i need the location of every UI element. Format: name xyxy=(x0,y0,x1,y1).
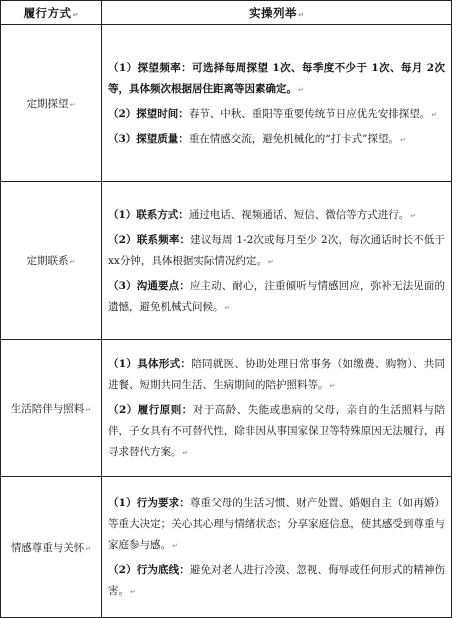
item-text: 春节、中秋、重阳等重要传统节日应优先安排探望。 xyxy=(188,107,431,120)
header-cell-detail xyxy=(102,1,452,25)
item-label: （1）行为要求： xyxy=(108,497,190,509)
item-text: 陪同就医、协助处理日常事务（如缴费、购物）、共同进餐、短期共同生活、生病期间的陪护照料等。 xyxy=(108,358,446,391)
detail-cell xyxy=(102,340,452,477)
item-label: （1）联系方式： xyxy=(108,208,189,221)
mode-label: 生活陪伴与照料 xyxy=(10,402,85,415)
item-text: 应主动、耐心，注重倾听与情感回应，弥补无法见面的遗憾，避免机械式问候。 xyxy=(108,279,445,313)
mode-cell xyxy=(1,182,102,340)
mode-label: 情感尊重与关怀 xyxy=(10,541,85,554)
detail-item xyxy=(108,58,445,101)
item-text: 对于高龄、失能或患病的父母，亲自的生活照料与陪伴，子女具有不可替代性，除非因从事国家保卫等特殊原因无法履行，再寻求替代方案。 xyxy=(108,404,446,458)
paragraph-mark-icon: ↵ xyxy=(298,10,304,19)
item-label: （3）探望质量： xyxy=(108,132,189,145)
paragraph-mark-icon: ↵ xyxy=(85,405,92,414)
paragraph-mark-icon: ↵ xyxy=(400,135,406,144)
mode-label: 定期探望 xyxy=(26,97,69,110)
detail-cell xyxy=(102,25,452,182)
paragraph-mark-icon: ↵ xyxy=(410,211,417,220)
header-cell-mode xyxy=(1,1,102,25)
table-row xyxy=(1,477,452,618)
paragraph-mark-icon: ↵ xyxy=(85,544,92,553)
item-label: （2）行为底线： xyxy=(108,564,190,576)
table-header-row xyxy=(1,1,452,25)
header-mode-label: 履行方式 xyxy=(23,5,72,20)
detail-cell xyxy=(102,477,452,618)
detail-item xyxy=(108,493,445,557)
table-row xyxy=(1,182,452,340)
item-label: （1）具体形式： xyxy=(108,358,192,370)
paragraph-mark-icon: ↵ xyxy=(130,588,136,596)
item-label: （2）履行原则： xyxy=(108,404,193,416)
paragraph-mark-icon: ↵ xyxy=(69,100,76,109)
paragraph-mark-icon: ↵ xyxy=(72,10,79,19)
item-text: 建议每周 1-2次或每月至少 2次，每次通话时长不低于 xx分钟，具体根据实际情况约定。 xyxy=(108,233,446,267)
paragraph-mark-icon: ↵ xyxy=(329,382,336,390)
mode-cell xyxy=(1,25,102,182)
paragraph-mark-icon: ↵ xyxy=(69,258,76,266)
detail-item xyxy=(108,354,445,397)
item-text: 避免对老人进行冷漠、忽视、侮辱或任何形式的精神伤害。 xyxy=(108,564,445,597)
detail-item xyxy=(108,276,445,319)
detail-item xyxy=(108,230,445,273)
paragraph-mark-icon: ↵ xyxy=(267,257,274,266)
header-detail-label: 实操列举 xyxy=(249,5,298,20)
detail-cell xyxy=(102,182,452,340)
item-label: （3）沟通要点： xyxy=(108,279,190,292)
item-label: （1）探望频率： xyxy=(108,61,193,74)
detail-item xyxy=(108,129,445,151)
mode-cell xyxy=(1,477,102,618)
mode-cell xyxy=(1,340,102,477)
item-text: 重在情感交流，避免机械化的“打卡式”探望。 xyxy=(188,132,400,145)
item-label: （2）联系频率： xyxy=(108,233,191,246)
mode-label: 定期联系 xyxy=(26,255,69,267)
item-text: 尊重父母的生活习惯、财产处置、婚姻自主（如再婚）等重大决定；关心其心理与情绪状态；分享家庭信息，使其感受到尊重与家庭参与感。 xyxy=(108,497,445,551)
paragraph-mark-icon: ↵ xyxy=(431,110,438,119)
paragraph-mark-icon: ↵ xyxy=(224,303,231,312)
paragraph-mark-icon: ↵ xyxy=(172,542,178,550)
item-label: （2）探望时间： xyxy=(108,107,189,120)
detail-item xyxy=(108,400,445,464)
detail-item xyxy=(108,205,445,227)
paragraph-mark-icon: ↵ xyxy=(182,449,189,457)
detail-item xyxy=(108,560,445,603)
table-row xyxy=(1,25,452,182)
item-text: 通过电话、视频通话、短信、微信等方式进行。 xyxy=(188,208,410,221)
table-row xyxy=(1,340,452,477)
item-text: 可选择每周探望 1次、每季度不少于 1次、每月 2次等，具体频次根据居住距离等因素确定。 xyxy=(108,61,445,95)
detail-item xyxy=(108,104,445,126)
paragraph-mark-icon: ↵ xyxy=(298,85,304,94)
